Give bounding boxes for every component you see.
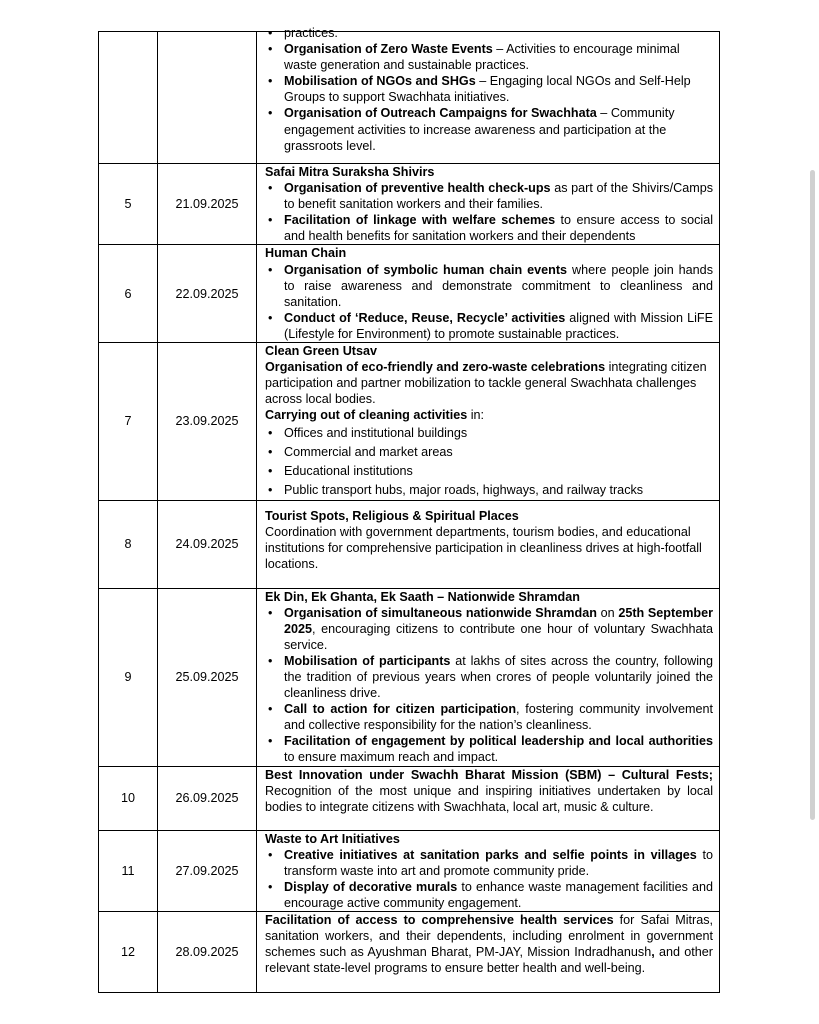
bullet-bold: Call to action for citizen participation	[284, 702, 517, 717]
bullet-bold: Creative initiatives at sanitation parks and selfie points in villages	[284, 847, 697, 862]
serial-cell: 9	[99, 588, 158, 766]
list-item	[265, 879, 713, 911]
activities-table	[98, 26, 720, 993]
date-cell	[158, 32, 257, 164]
bullet-text: – Engaging local NGOs and Self-Help Groups to support Swachhata initiatives.	[284, 74, 691, 105]
list-item	[265, 105, 713, 153]
bullet-text: to transform waste into art and promote community pride.	[284, 847, 713, 878]
bullet-text: – Community engagement activities to increase awareness and participation at the grassroots level.	[284, 106, 675, 153]
paragraph-bold: Carrying out of cleaning activities	[265, 408, 468, 423]
activity-cell	[257, 766, 720, 830]
list-item	[265, 212, 713, 244]
bullet-text: on	[596, 605, 619, 620]
bullet-text: , encouraging citizens to contribute one hour of voluntary Swachhata service.	[284, 621, 713, 652]
list-item	[265, 262, 713, 310]
bullet-bold: Mobilisation of NGOs and SHGs	[284, 74, 476, 89]
activity-paragraph: Coordination with government departments, tourism bodies, and educational institutions for comprehensive participation in cleanliness drives at high-footfall locations.	[265, 524, 702, 571]
serial-cell: 11	[99, 830, 158, 911]
date-cell: 25.09.2025	[158, 588, 257, 766]
serial-cell: 6	[99, 245, 158, 343]
paragraph-text: for Safai Mitras, sanitation workers, and their dependents, including enrolment in government schemes such as Ayushman Bharat, PM-JAY, Mission Indradhanush	[265, 913, 714, 960]
paragraph-text: and other relevant state-level programs to ensure better health and well-being.	[265, 945, 713, 976]
activity-paragraph	[265, 407, 713, 423]
serial-cell: 10	[99, 766, 158, 830]
bullet-bold: Conduct of ‘Reduce, Reuse, Recycle’ activities	[284, 310, 566, 325]
paragraph-text: Recognition of the most unique and inspiring initiatives undertaken by local bodies to integrate citizens with Swachhata, local art, music & culture.	[265, 783, 713, 814]
activity-cell	[257, 26, 720, 164]
list-item	[265, 653, 713, 701]
list-item: • Educational institutions	[265, 462, 713, 481]
table-row	[99, 912, 720, 993]
bullet-bold: Facilitation of engagement by political leadership and local authorities	[284, 734, 713, 749]
bullet-text: – Activities to encourage minimal waste generation and sustainable practices.	[284, 42, 680, 73]
list-item	[265, 310, 713, 342]
date-cell: 24.09.2025	[158, 500, 257, 588]
bullet-bold: Display of decorative murals	[284, 879, 458, 894]
list-item	[265, 733, 713, 765]
activity-cell	[257, 588, 720, 766]
continuation-text: practices.	[284, 26, 338, 40]
bullet-text: , fostering community involvement and collective responsibility for the nation’s cleanliness.	[284, 702, 713, 733]
activity-cell	[257, 500, 720, 588]
bullet-bold: Organisation of preventive health check-ups	[284, 181, 551, 196]
activity-paragraph	[265, 912, 713, 976]
serial-cell	[99, 32, 158, 164]
serial-cell: 5	[99, 164, 158, 245]
activity-title: Tourist Spots, Religious & Spiritual Places	[265, 508, 519, 523]
paragraph-bold: Facilitation of access to comprehensive health services	[265, 913, 614, 927]
table-row	[99, 32, 720, 164]
serial-cell: 8	[99, 500, 158, 588]
date-cell: 23.09.2025	[158, 343, 257, 500]
paragraph-text: integrating citizen participation and partner mobilization to tackle general Swachhata challenges across local bodies.	[265, 360, 707, 407]
date-cell: 27.09.2025	[158, 830, 257, 911]
serial-cell: 7	[99, 343, 158, 500]
activity-title: Ek Din, Ek Ghanta, Ek Saath – Nationwide Shramdan	[265, 589, 580, 604]
bullet-text: where people join hands to raise awareness and demonstrate commitment to cleanliness and sanitation.	[284, 262, 713, 309]
activity-title: Best Innovation under Swachh Bharat Mission (SBM) – Cultural Fests;	[265, 767, 713, 782]
list-item	[265, 25, 713, 41]
list-item	[265, 73, 713, 105]
activity-cell	[257, 245, 720, 343]
bullet-bold: Organisation of simultaneous nationwide Shramdan	[284, 605, 597, 620]
list-item	[265, 701, 713, 733]
paragraph-bold: Organisation of eco-friendly and zero-waste celebrations	[265, 360, 606, 375]
activity-title: Clean Green Utsav	[265, 344, 377, 359]
bullet-text: to enhance waste management facilities and encourage active community engagement.	[284, 879, 713, 910]
list-item	[265, 180, 713, 212]
activity-paragraph	[265, 359, 713, 407]
list-item: • Offices and institutional buildings	[265, 424, 713, 443]
list-item: • Commercial and market areas	[265, 443, 713, 462]
activity-cell	[257, 912, 720, 993]
paragraph-text: in:	[467, 408, 485, 423]
bullet-bold: Organisation of Outreach Campaigns for Swachhata	[284, 106, 597, 121]
table-row	[99, 830, 720, 911]
activity-title: Waste to Art Initiatives	[265, 831, 400, 846]
table-row	[99, 500, 720, 588]
bullet-text: to ensure maximum reach and impact.	[284, 750, 499, 765]
list-item	[265, 41, 713, 73]
date-cell: 26.09.2025	[158, 766, 257, 830]
paragraph-bold: ,	[651, 945, 655, 960]
activity-cell	[257, 830, 720, 911]
bullet-text: at lakhs of sites across the country, following the tradition of previous years when crores of people voluntarily joined the cleanliness drive.	[284, 653, 713, 701]
table-row	[99, 164, 720, 245]
bullet-text: aligned with Mission LiFE (Lifestyle for Environment) to promote sustainable practices.	[284, 310, 713, 341]
list-item	[265, 847, 713, 879]
bullet-bold: Facilitation of linkage with welfare schemes	[284, 213, 556, 228]
table-row	[99, 343, 720, 500]
table-row	[99, 588, 720, 766]
bullet-text: to ensure access to social and health benefits for sanitation workers and their dependents	[284, 213, 713, 244]
activity-cell	[257, 164, 720, 245]
bullet-bold: Organisation of symbolic human chain events	[284, 262, 568, 277]
date-cell: 28.09.2025	[158, 912, 257, 993]
activity-title: Human Chain	[265, 246, 347, 261]
list-item: • Public transport hubs, major roads, highways, and railway tracks	[265, 481, 713, 500]
serial-cell: 12	[99, 912, 158, 993]
table-row	[99, 245, 720, 343]
bullet-bold: Mobilisation of participants	[284, 653, 451, 668]
bullet-bold: Organisation of Zero Waste Events	[284, 42, 493, 57]
bullet-text: as part of the Shivirs/Camps to benefit sanitation workers and their families.	[284, 181, 713, 212]
activity-cell	[257, 343, 720, 500]
activity-paragraph	[265, 767, 713, 815]
list-item	[265, 605, 713, 653]
table-row	[99, 766, 720, 830]
bullet-bold: 25th September 2025	[284, 605, 713, 636]
activities-table-page	[98, 26, 720, 993]
activity-title: Safai Mitra Suraksha Shivirs	[265, 165, 435, 179]
date-cell: 21.09.2025	[158, 164, 257, 245]
scrollbar[interactable]	[810, 170, 815, 820]
date-cell: 22.09.2025	[158, 245, 257, 343]
